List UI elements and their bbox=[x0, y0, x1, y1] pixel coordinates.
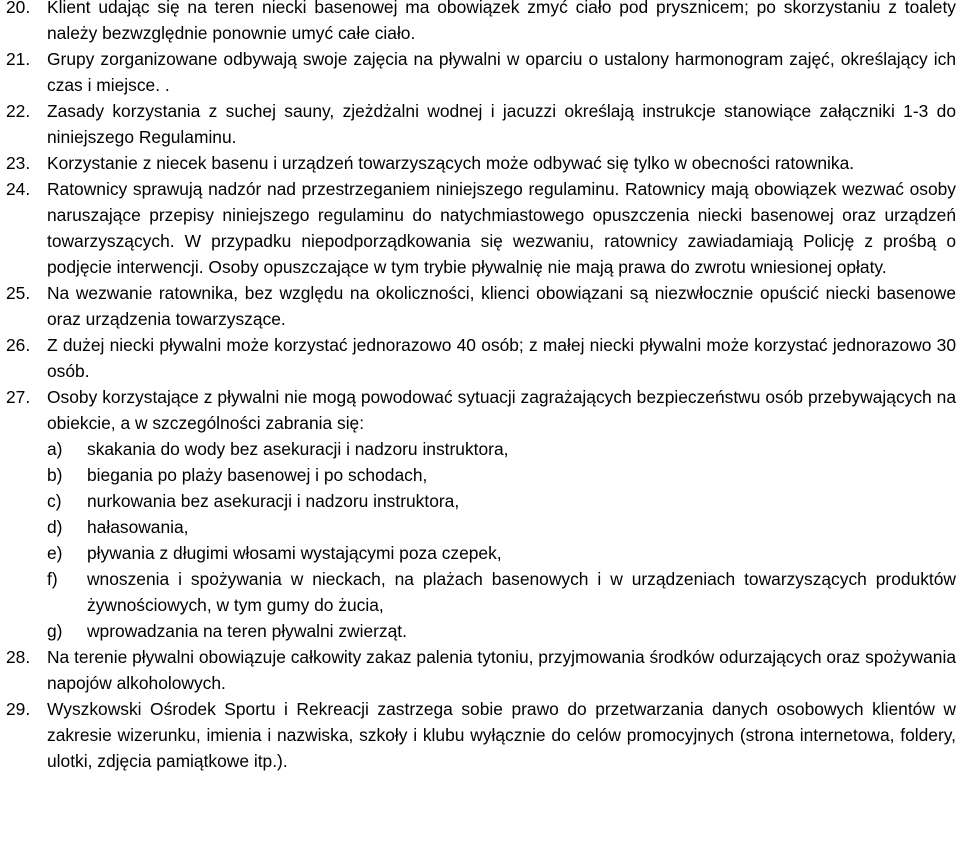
item-letter: g) bbox=[47, 621, 63, 641]
item-letter: e) bbox=[47, 543, 63, 563]
prohibition-item-f bbox=[6, 566, 956, 618]
item-text: skakania do wody bez asekuracji i nadzoru instruktora, bbox=[87, 439, 509, 459]
prohibition-item-c bbox=[6, 488, 956, 514]
regulation-item-22 bbox=[6, 98, 956, 150]
item-text: Na wezwanie ratownika, bez względu na okoliczności, klienci obowiązani są niezwłocznie opuścić niecki basenowe oraz urządzenia towarzyszące. bbox=[47, 283, 956, 329]
item-text: Klient udając się na teren niecki basenowej ma obowiązek zmyć ciało pod prysznicem; po skorzystaniu z toalety należy bezwzględnie ponownie umyć całe ciało. bbox=[47, 0, 956, 43]
regulation-item-26 bbox=[6, 332, 956, 384]
item-text: biegania po plaży basenowej i po schodach, bbox=[87, 465, 428, 485]
item-text: wnoszenia i spożywania w nieckach, na plażach basenowych i w urządzeniach towarzyszących produktów żywnościowych, w tym gumy do żucia, bbox=[87, 569, 956, 615]
regulation-item-23 bbox=[6, 150, 956, 176]
regulation-item-28 bbox=[6, 644, 956, 696]
item-number: 28. bbox=[6, 647, 31, 667]
item-number: 22. bbox=[6, 101, 31, 121]
regulation-item-25 bbox=[6, 280, 956, 332]
item-letter: d) bbox=[47, 517, 63, 537]
item-letter: b) bbox=[47, 465, 63, 485]
item-text: wprowadzania na teren pływalni zwierząt. bbox=[87, 621, 407, 641]
prohibition-item-b bbox=[6, 462, 956, 488]
regulation-item-24 bbox=[6, 176, 956, 280]
item-number: 24. bbox=[6, 179, 31, 199]
prohibition-item-g bbox=[6, 618, 956, 644]
item-letter: f) bbox=[47, 569, 58, 589]
item-text: Ratownicy sprawują nadzór nad przestrzeganiem niniejszego regulaminu. Ratownicy mają obowiązek wezwać osoby naruszające przepisy niniejszego regulaminu do natychmiastowego opuszczenia niecki basenowej oraz urządzeń towarzyszących. W przypadku niepodporządkowania się wezwaniu, ratownicy zawiadamiają Policję z prośbą o podjęcie interwencji. Osoby opuszczające w tym trybie pływalnię nie mają prawa do zwrotu wniesionej opłaty. bbox=[47, 179, 956, 277]
item-number: 27. bbox=[6, 387, 31, 407]
item-text: Z dużej niecki pływalni może korzystać jednorazowo 40 osób; z małej niecki pływalni może korzystać jednorazowo 30 osób. bbox=[47, 335, 956, 381]
item-number: 26. bbox=[6, 335, 31, 355]
item-letter: a) bbox=[47, 439, 63, 459]
regulation-item-21 bbox=[6, 46, 956, 98]
item-text: Wyszkowski Ośrodek Sportu i Rekreacji zastrzega sobie prawo do przetwarzania danych osobowych klientów w zakresie wizerunku, imienia i nazwiska, szkoły i klubu wyłącznie do celów promocyjnych (strona internetowa, foldery, ulotki, zdjęcia pamiątkowe itp.). bbox=[47, 699, 956, 771]
item-number: 29. bbox=[6, 699, 31, 719]
item-number: 23. bbox=[6, 153, 31, 173]
item-letter: c) bbox=[47, 491, 62, 511]
item-text: hałasowania, bbox=[87, 517, 189, 537]
item-text: Osoby korzystające z pływalni nie mogą powodować sytuacji zagrażających bezpieczeństwu osób przebywających na obiekcie, a w szczególności zabrania się: bbox=[47, 387, 956, 433]
regulation-item-20 bbox=[6, 0, 956, 46]
regulation-item-29 bbox=[6, 696, 956, 774]
item-text: Na terenie pływalni obowiązuje całkowity zakaz palenia tytoniu, przyjmowania środków odurzających oraz spożywania napojów alkoholowych. bbox=[47, 647, 956, 693]
regulation-document bbox=[6, 0, 956, 774]
prohibition-item-e bbox=[6, 540, 956, 566]
prohibition-item-d bbox=[6, 514, 956, 540]
item-text: nurkowania bez asekuracji i nadzoru instruktora, bbox=[87, 491, 460, 511]
item-number: 25. bbox=[6, 283, 31, 303]
item-number: 21. bbox=[6, 49, 31, 69]
item-text: Grupy zorganizowane odbywają swoje zajęcia na pływalni w oparciu o ustalony harmonogram zajęć, określający ich czas i miejsce. . bbox=[47, 49, 956, 95]
item-text: Zasady korzystania z suchej sauny, zjeżdżalni wodnej i jacuzzi określają instrukcje stanowiące załączniki 1-3 do niniejszego Regulaminu. bbox=[47, 101, 956, 147]
item-text: pływania z długimi włosami wystającymi poza czepek, bbox=[87, 543, 502, 563]
prohibition-item-a bbox=[6, 436, 956, 462]
regulation-item-27 bbox=[6, 384, 956, 436]
item-text: Korzystanie z niecek basenu i urządzeń towarzyszących może odbywać się tylko w obecności ratownika. bbox=[47, 153, 855, 173]
item-number: 20. bbox=[6, 0, 31, 17]
